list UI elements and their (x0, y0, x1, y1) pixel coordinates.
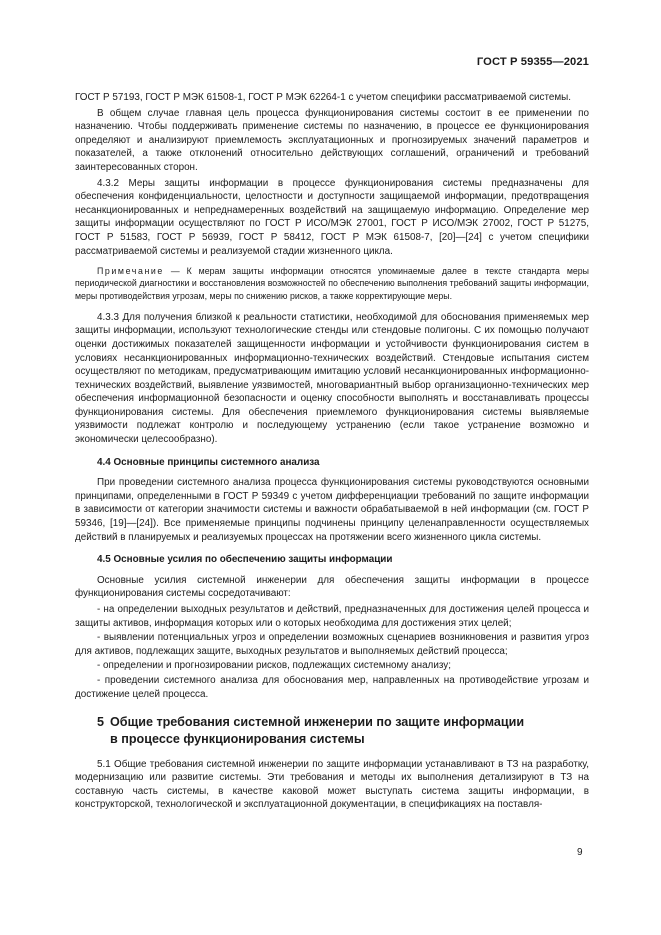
list-item: - на определении выходных результатов и действий, предназначенных для достижения целей процесса и защиты активов, информация которых или о которых необходима для достижения этих целей; (75, 604, 589, 629)
section-heading-5 (75, 714, 589, 748)
document-header-id: ГОСТ Р 59355—2021 (476, 56, 589, 68)
note-label: Примечание (97, 266, 164, 277)
list-item: - проведении системного анализа для обоснования мер, направленных на противодействие угрозам и достижение целей процесса. (75, 674, 589, 700)
paragraph-4-4: При проведении системного анализа процесса функционирования системы руководствуются основными принципами, определенными в ГОСТ Р 59349 с учетом дифференциации требований по защите информации в зависимости от категории значимости системы и важности обрабатываемой в ней информации (см. ГОСТ Р 59346, [19]—[24]). Все применяемые принципы подчинены принципу целенаправленности осуществляемых действий в планируемых и реализуемых процессах на протяжении всего жизненного цикла системы. (75, 477, 589, 543)
note-text: — К мерам защиты информации относятся упоминаемые далее в тексте стандарта меры периодической диагностики и восстановления возможностей по обеспечению выполнения требований защиты информации, меры противодействия угрозам, меры по снижению рисков, а также корректирующие меры. (75, 266, 589, 301)
paragraph-4-3-2: 4.3.2 Меры защиты информации в процессе функционирования системы предназначены для обеспечения конфиденциальности, целостности и доступности защищаемой информации, предотвращения несанкционированных и непреднамеренных воздействий на защищаемую информацию. Определение мер защиты информации осуществляют по ГОСТ Р ИСО/МЭК 27001, ГОСТ Р ИСО/МЭК 27002, ГОСТ Р 51275, ГОСТ Р 51583, ГОСТ Р 56939, ГОСТ Р 58412, ГОСТ Р МЭК 61508-7, [20]—[24] с учетом специфики рассматриваемой системы и реализуемой стадии жизненного цикла. (75, 177, 589, 257)
document-body (75, 91, 589, 814)
list-item: - выявлении потенциальных угроз и определении возможных сценариев возникновения и развития угроз для активов, подлежащих защите, выходных результатов и выполняемых действий процесса; (75, 632, 589, 657)
section-heading-4-5: 4.5 Основные усилия по обеспечению защиты информации (97, 554, 393, 566)
paragraph-4-5-intro: Основные усилия системной инженерии для обеспечения защиты информации в процессе функционирования системы сосредотачивают: (75, 574, 589, 600)
section-title-line1: Общие требования системной инженерии по защите информации (110, 715, 525, 730)
section-title-line2: в процессе функционирования системы (110, 732, 365, 747)
section-heading-4-4: 4.4 Основные принципы системного анализа (97, 456, 320, 468)
list-item: - определении и прогнозировании рисков, подлежащих системному анализу; (97, 660, 451, 672)
section-number: 5 (97, 715, 105, 730)
page-number: 9 (577, 847, 583, 858)
paragraph-references-cont: ГОСТ Р 57193, ГОСТ Р МЭК 61508-1, ГОСТ Р МЭК 62264-1 с учетом специфики рассматриваемой системы. (75, 92, 572, 103)
note-block (75, 265, 589, 302)
paragraph-5-1: 5.1 Общие требования системной инженерии по защите информации устанавливают в ТЗ на разработку, модернизацию или развитие системы. Эти требования и методы их выполнения детализируют в ТЗ на составную часть системы, в качестве каковой может выступать система защиты информации, в конструкторской, технологической и эксплуатационной документации, в спецификациях на поставля- (75, 758, 589, 811)
paragraph-goal: В общем случае главная цель процесса функционирования системы состоит в ее применении по назначению. Чтобы поддерживать применение системы по назначению, в процессе ее функционирования определяют и анализируют приемлемость эксплуатационных и прогнозируемых значений параметров и показателей, а также отклонений относительно действующих соглашений, ограничений и требований заинтересованных сторон. (75, 107, 589, 173)
paragraph-4-3-3: 4.3.3 Для получения близкой к реальности статистики, необходимой для обоснования применяемых мер защиты информации, используют технологические стенды или стендовые полигоны. С их помощью получают оценки достижимых показателей защищенности информации и устойчивости функционирования систем в условиях несанкционированных информационно-технических воздействий. Стендовые испытания систем осуществляют по методикам, предусматривающим имитацию условий несанкционированных информационно-технических воздействий, выявление уязвимостей, многовариантный выбор организационно-технических мер обеспечения информационной безопасности и оценку способности выполнять и восстанавливать процессы функционирования системы. Для обеспечения приемлемого функционирования системы выявляемые уязвимости подлежат контролю и последующему устранению (если такое устранение возможно и экономически целесообразно). (75, 311, 589, 446)
